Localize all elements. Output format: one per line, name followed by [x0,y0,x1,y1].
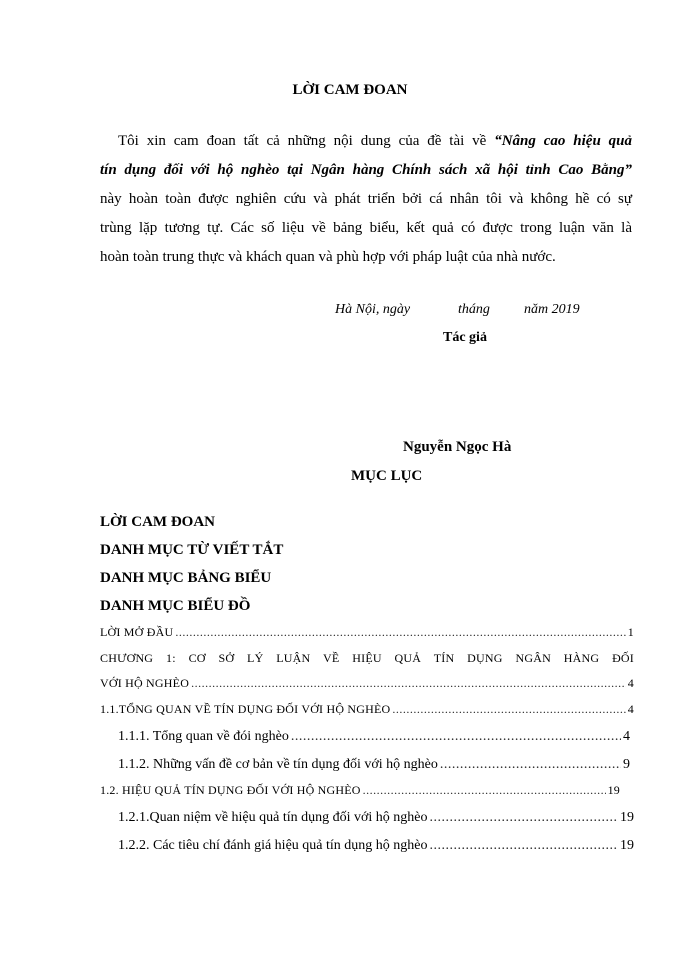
declaration-line-4: trùng lặp tương tự. Các số liệu về bảng biểu, kết quả có được trong luận văn là [100,220,632,236]
toc-entry-page: 4 [627,702,634,716]
declaration-topic-part-2: tín dụng đối với hộ nghèo tại Ngân hàng Chính sách xã hội tỉnh Cao Bằng” [100,162,632,178]
declaration-line-5: hoàn toàn trung thực và khách quan và phù hợp với pháp luật của nhà nước. [100,249,556,265]
toc-entry-1-1-2[interactable] [118,757,630,773]
toc-leader-dots [291,729,621,745]
toc-entry-label: 1.1.2. Những vấn đề cơ bản về tín dụng đối với hộ nghèo [118,757,438,772]
toc-bold-entry[interactable]: DANH MỤC BIỂU ĐỒ [100,598,251,614]
toc-entry-label: 1.2.1.Quan niệm về hiệu quả tín dụng đối với hộ nghèo [118,810,428,825]
toc-entry-1-2-2[interactable] [118,838,634,854]
toc-bold-entry[interactable]: DANH MỤC TỪ VIẾT TẮT [100,542,284,558]
declaration-line-2 [100,162,632,179]
toc-entry-1-2[interactable] [100,783,620,798]
toc-entry-chapter1-line1[interactable]: CHƯƠNG 1: CƠ SỞ LÝ LUẬN VỀ HIỆU QUẢ TÍN DỤNG NGÂN HÀNG ĐỐI [100,651,634,665]
year-label: năm 2019 [524,302,580,317]
toc-entry-page: 19 [607,783,620,797]
toc-entry-page: 19 [620,810,634,825]
toc-entry-intro[interactable] [100,625,634,640]
toc-entry-page: 4 [627,676,634,690]
toc-entry-page: 1 [627,625,634,639]
toc-leader-dots [392,702,625,717]
toc-leader-dots [440,757,621,773]
toc-leader-dots [191,676,626,691]
toc-bold-entry[interactable]: LỜI CAM ĐOAN [100,514,215,530]
toc-entry-label: 1.1.TỔNG QUAN VỀ TÍN DỤNG ĐỐI VỚI HỘ NGHÈO [100,702,391,716]
toc-entry-1-1-1[interactable] [118,729,630,745]
toc-entry-label: 1.2. HIỆU QUẢ TÍN DỤNG ĐỐI VỚI HỘ NGHÈO [100,783,361,797]
declaration-line-1-text: Tôi xin cam đoan tất cả những nội dung của đề tài về [118,133,495,149]
toc-leader-dots [363,783,606,798]
toc-title: MỤC LỤC [351,468,423,484]
toc-bold-entry[interactable]: DANH MỤC BẢNG BIỂU [100,570,272,586]
author-name: Nguyễn Ngọc Hà [403,439,512,455]
declaration-line-1 [118,133,632,150]
month-label: tháng [458,302,490,317]
toc-leader-dots [430,838,619,854]
toc-entry-label: VỚI HỘ NGHÈO [100,676,190,690]
toc-leader-dots [175,625,625,640]
toc-entry-label: LỜI MỞ ĐẦU [100,625,174,639]
declaration-line-3: này hoàn toàn được nghiên cứu và phát triển bởi cá nhân tôi và không hề có sự [100,191,632,207]
toc-entry-chapter1[interactable] [100,676,634,691]
author-label: Tác giả [443,330,487,345]
toc-entry-1-1[interactable] [100,702,634,717]
place-date: Hà Nội, ngày [335,302,411,317]
toc-entry-label: 1.1.1. Tổng quan về đói nghèo [118,729,289,744]
declaration-topic-part-1: “Nâng cao hiệu quả [494,133,633,149]
toc-entry-page: 9 [623,757,630,772]
toc-entry-label: 1.2.2. Các tiêu chí đánh giá hiệu quả tín dụng hộ nghèo [118,838,428,853]
toc-entry-page: 4 [623,729,630,744]
toc-entry-1-2-1[interactable] [118,810,634,826]
declaration-title: LỜI CAM ĐOAN [292,82,408,98]
toc-entry-page: 19 [620,838,634,853]
toc-leader-dots [430,810,618,826]
